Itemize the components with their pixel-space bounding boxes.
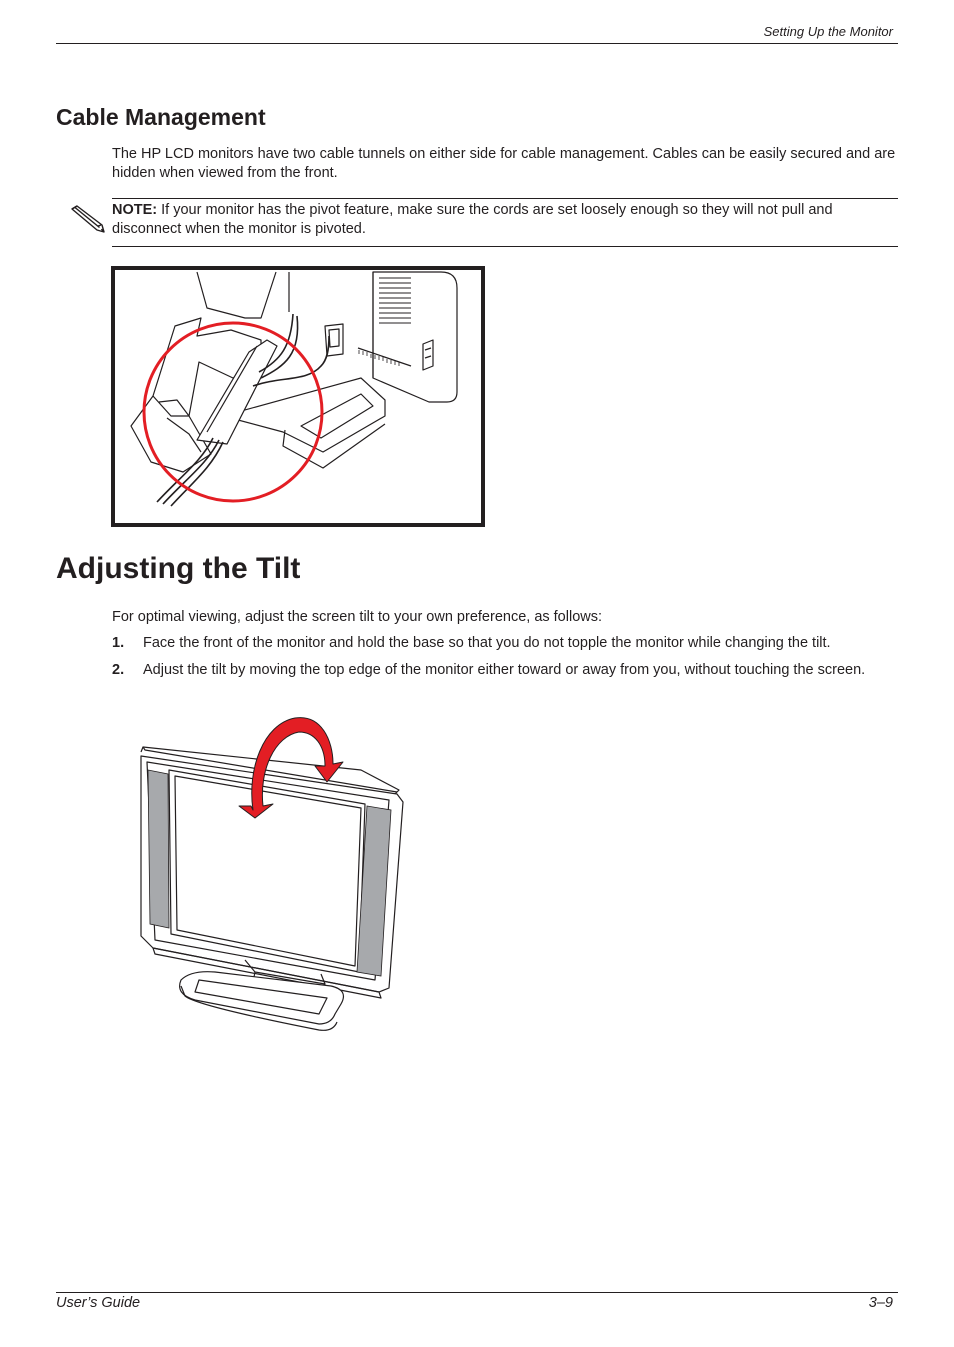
cable-management-intro: The HP LCD monitors have two cable tunnels on either side for cable management. Cables can be easily secured and are hidden when viewed from the front. (112, 146, 896, 181)
header-rule (56, 43, 898, 44)
cable-management-heading: Cable Management (56, 104, 266, 130)
note-text (112, 201, 898, 239)
note-label: NOTE: (112, 202, 158, 218)
cable-management-illustration (111, 266, 485, 527)
page-number: 3–9 (868, 1295, 893, 1311)
pencil-note-icon (68, 203, 106, 235)
adjusting-tilt-heading: Adjusting the Tilt (56, 552, 301, 585)
note-top-rule (112, 198, 898, 199)
step-text: Adjust the tilt by moving the top edge of the monitor either toward or away from you, without touching the screen. (143, 662, 866, 678)
step-text: Face the front of the monitor and hold the base so that you do not topple the monitor while changing the tilt. (143, 635, 831, 651)
footer-rule (56, 1292, 898, 1293)
step-number: 1. (112, 635, 125, 651)
note-body: If your monitor has the pivot feature, make sure the cords are set loosely enough so they will not pull and disconnect when the monitor is pivoted. (112, 202, 833, 237)
adjusting-tilt-intro: For optimal viewing, adjust the screen tilt to your own preference, as follows: (112, 609, 603, 625)
footer-title: User’s Guide (56, 1295, 141, 1311)
running-header: Setting Up the Monitor (763, 24, 893, 39)
step-number: 2. (112, 662, 125, 678)
note-bottom-rule (112, 246, 898, 247)
monitor-tilt-illustration (135, 710, 415, 1035)
